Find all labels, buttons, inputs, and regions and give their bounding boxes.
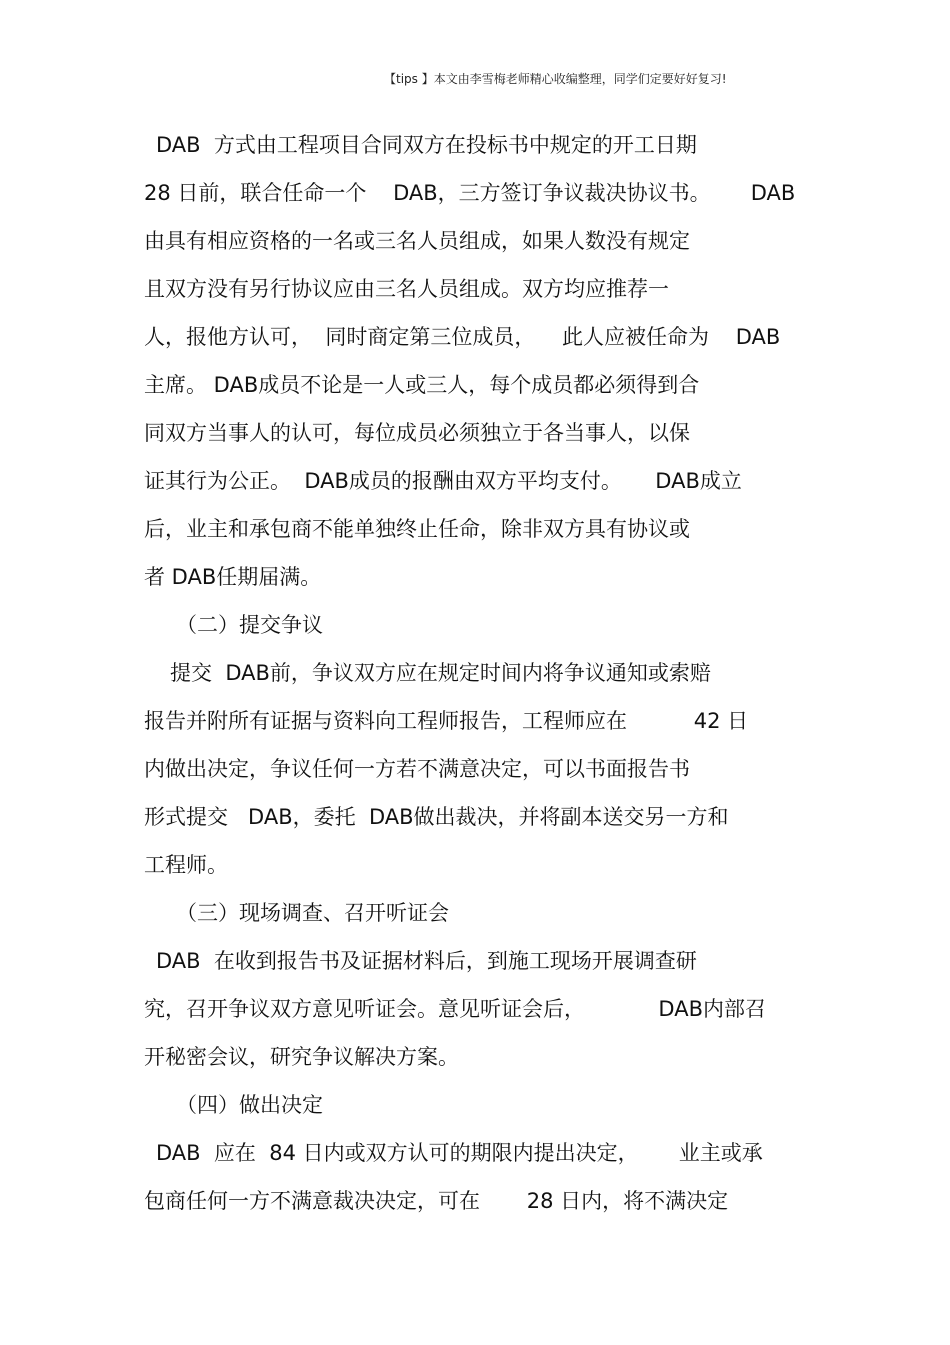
section-heading: （二）提交争议 — [176, 613, 323, 637]
body-line: 开秘密会议，研究争议解决方案。 — [144, 1045, 459, 1069]
body-line: 证其行为公正。 DAB成员的报酬由双方平均支付。 DAB成立 — [144, 469, 742, 493]
body-line: 究，召开争议双方意见听证会。意见听证会后， DAB内部召 — [144, 997, 766, 1021]
body-line: DAB 应在 84 日内或双方认可的期限内提出决定， 业主或承 — [156, 1141, 763, 1165]
body-line: 形式提交 DAB，委托 DAB做出裁决，并将副本送交另一方和 — [144, 805, 729, 829]
body-line: 28 日前，联合任命一个 DAB，三方签订争议裁决协议书。 DAB — [144, 181, 796, 205]
body-line: 主席。 DAB成员不论是一人或三人，每个成员都必须得到合 — [144, 373, 700, 397]
body-line: 同双方当事人的认可，每位成员必须独立于各当事人，以保 — [144, 421, 690, 445]
body-line: 人，报他方认可， 同时商定第三位成员， 此人应被任命为 DAB — [144, 325, 781, 349]
body-line: DAB 方式由工程项目合同双方在投标书中规定的开工日期 — [156, 133, 697, 157]
body-line: 包商任何一方不满意裁决决定，可在 28 日内，将不满决定 — [144, 1189, 729, 1213]
body-line: DAB 在收到报告书及证据材料后，到施工现场开展调查研 — [156, 949, 697, 973]
body-line: 且双方没有另行协议应由三名人员组成。双方均应推荐一 — [144, 277, 669, 301]
body-line: 工程师。 — [144, 853, 228, 877]
body-line: 后，业主和承包商不能单独终止任命，除非双方具有协议或 — [144, 517, 690, 541]
section-heading: （三）现场调查、召开听证会 — [176, 901, 449, 925]
body-line: 由具有相应资格的一名或三名人员组成，如果人数没有规定 — [144, 229, 690, 253]
body-line: 者 DAB任期届满。 — [144, 565, 322, 589]
body-line: 报告并附所有证据与资料向工程师报告，工程师应在 42 日 — [144, 709, 749, 733]
header-tip: 【tips 】本文由李雪梅老师精心收编整理，同学们定要好好复习! — [384, 72, 727, 86]
section-heading: （四）做出决定 — [176, 1093, 323, 1117]
body-line: 提交 DAB前，争议双方应在规定时间内将争议通知或索赔 — [170, 661, 711, 685]
body-line: 内做出决定，争议任何一方若不满意决定，可以书面报告书 — [144, 757, 690, 781]
